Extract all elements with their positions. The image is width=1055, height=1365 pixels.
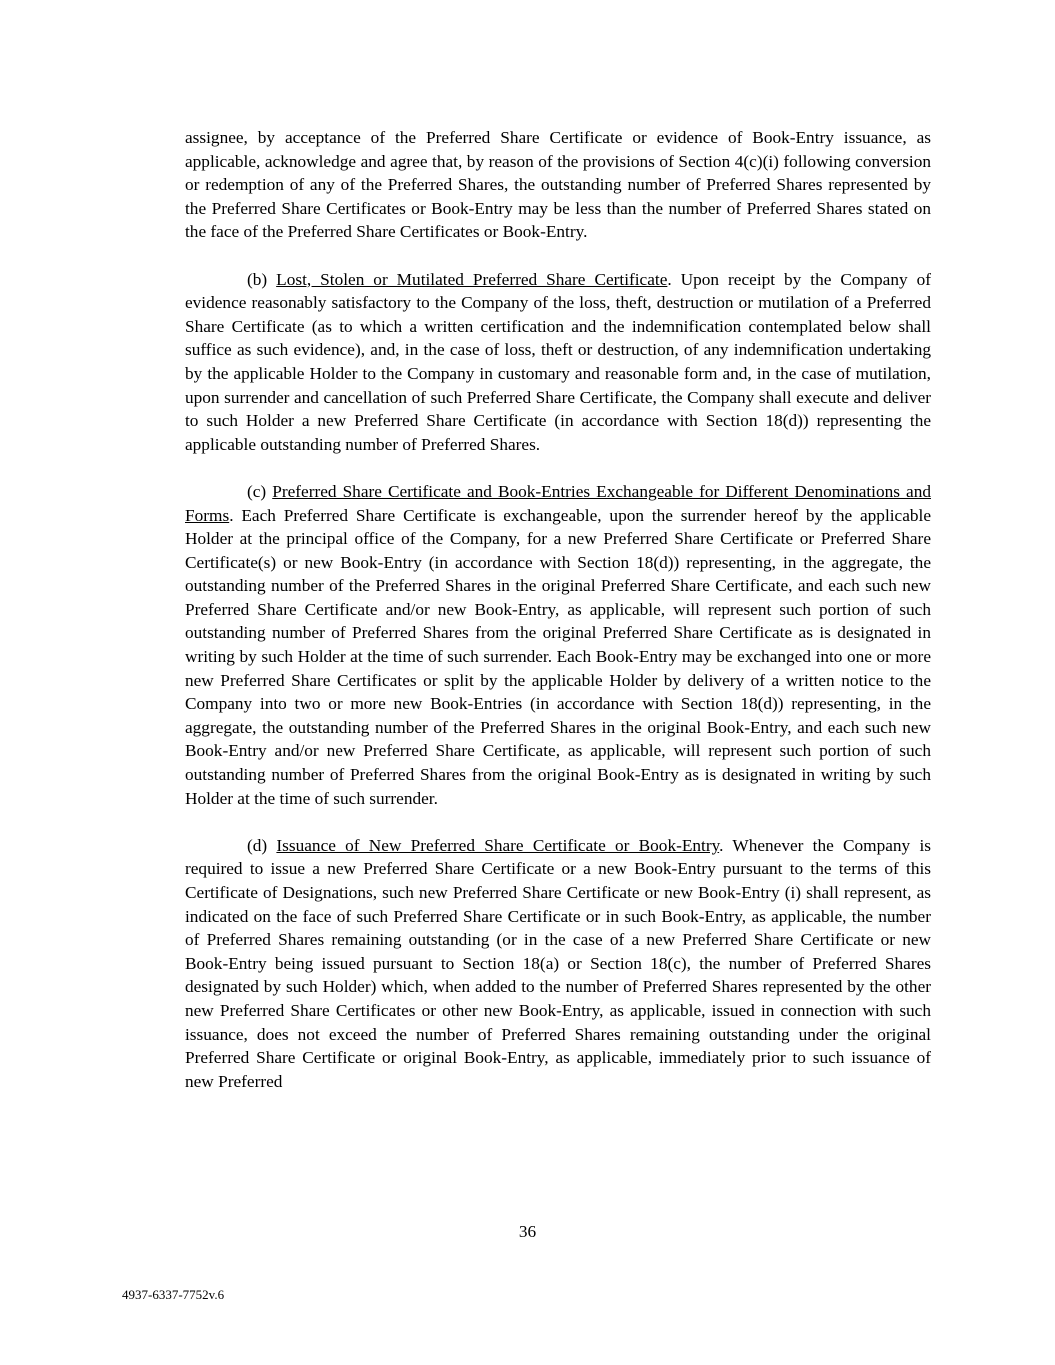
- paragraph-c: [185, 480, 931, 810]
- paragraph-c-label: (c): [247, 481, 273, 501]
- paragraph-d-heading: Issuance of New Preferred Share Certificate or Book-Entry: [276, 835, 720, 855]
- paragraph-continuation-text: assignee, by acceptance of the Preferred Share Certificate or evidence of Book-Entry issuance, as applicable, acknowledge and agree that, by reason of the provisions of Section 4(c)(i) following conversion or redemption of any of the Preferred Shares, the outstanding number of Preferred Shares represented by the Preferred Share Certificates or Book-Entry may be less than the number of Preferred Shares stated on the face of the Preferred Share Certificates or Book-Entry.: [185, 128, 931, 242]
- paragraph-c-heading: Preferred Share Certificate and Book-Entries Exchangeable for Different Denominations and Forms: [185, 481, 931, 525]
- page-body-text: [185, 126, 931, 1117]
- paragraph-b-label: (b): [247, 269, 277, 289]
- paragraph-c-body: . Each Preferred Share Certificate is exchangeable, upon the surrender hereof by the applicable Holder at the principal office of the Company, for a new Preferred Share Certificate or Preferred Share Certificate(s) or new Book-Entry (in accordance with Section 18(d)) representing, in the aggregate, the outstanding number of the Preferred Shares in the original Preferred Share Certificate, and each such new Preferred Share Certificate and/or new Book-Entry, as applicable, will represent such portion of such outstanding number of Preferred Shares from the original Preferred Share Certificate as is designated in writing by such Holder at the time of such surrender. Each Book-Entry may be exchanged into one or more new Preferred Share Certificates or split by the applicable Holder by delivery of a written notice to the Company into two or more new Book-Entries (in accordance with Section 18(d)) representing, in the aggregate, the outstanding number of the Preferred Shares in the original Book-Entry, and each such new Book-Entry and/or new Preferred Share Certificate, as applicable, will represent such portion of such outstanding number of Preferred Shares from the original Book-Entry as is designated in writing by such Holder at the time of such surrender.: [185, 505, 931, 808]
- paragraph-d: [185, 834, 931, 1094]
- document-id-footer: 4937-6337-7752v.6: [122, 1287, 225, 1302]
- paragraph-continuation: [185, 126, 931, 244]
- paragraph-d-body: . Whenever the Company is required to issue a new Preferred Share Certificate or a new Book-Entry pursuant to the terms of this Certificate of Designations, such new Preferred Share Certificate or new Book-Entry (i) shall represent, as indicated on the face of such Preferred Share Certificate or in such Book-Entry, as applicable, the number of Preferred Shares remaining outstanding (or in the case of a new Preferred Share Certificate or new Book-Entry being issued pursuant to Section 18(a) or Section 18(c), the number of Preferred Shares designated by such Holder) which, when added to the number of Preferred Shares represented by the other new Preferred Share Certificates or other new Book-Entry, as applicable, issued in connection with such issuance, does not exceed the number of Preferred Shares remaining outstanding under the original Preferred Share Certificate or original Book-Entry, as applicable, immediately prior to such issuance of new Preferred: [185, 835, 931, 1091]
- paragraph-b: [185, 268, 931, 457]
- paragraph-b-body: . Upon receipt by the Company of evidence reasonably satisfactory to the Company of the loss, theft, destruction or mutilation of a Preferred Share Certificate (as to which a written certification and the indemnification contemplated below shall suffice as such evidence), and, in the case of loss, theft or destruction, of any indemnification undertaking by the applicable Holder to the Company in customary and reasonable form and, in the case of mutilation, upon surrender and cancellation of such Preferred Share Certificate, the Company shall execute and deliver to such Holder a new Preferred Share Certificate (in accordance with Section 18(d)) representing the applicable outstanding number of Preferred Shares.: [185, 269, 931, 454]
- paragraph-d-label: (d): [247, 835, 277, 855]
- page-number: 36: [518, 1222, 537, 1241]
- paragraph-b-heading: Lost, Stolen or Mutilated Preferred Share Certificate: [276, 269, 668, 289]
